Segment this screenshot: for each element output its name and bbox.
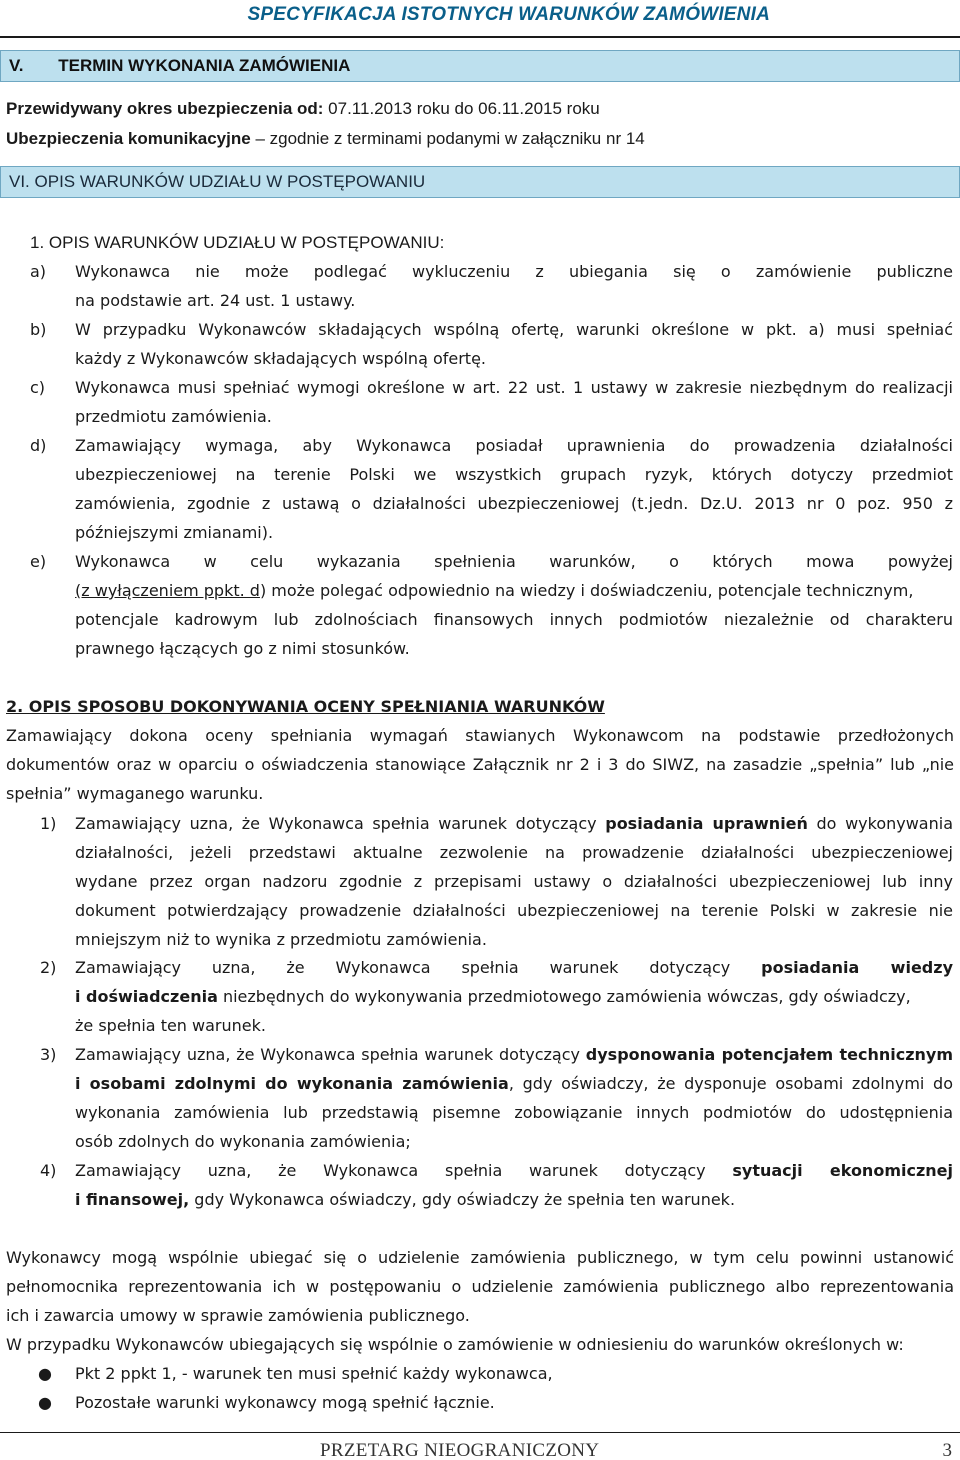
header-divider xyxy=(0,36,960,38)
item-d-line: Zamawiający wymaga, aby Wykonawca posiadał uprawnienia do prowadzenia działalności xyxy=(75,436,953,455)
item-1-label: 1) xyxy=(40,814,57,833)
item-d-label: d) xyxy=(30,436,47,455)
item-b-label: b) xyxy=(30,320,47,339)
page-number: 3 xyxy=(942,1440,952,1460)
item-e-text xyxy=(75,547,953,663)
item-d-text xyxy=(75,431,953,547)
item-c-text xyxy=(75,373,953,431)
item-b-text xyxy=(75,315,953,373)
item-e-line: prawnego łączących go z nimi stosunków. xyxy=(75,639,410,658)
joint-line: W przypadku Wykonawców ubiegających się wspólnie o zamówienie w odniesieniu do warunków określonych w: xyxy=(6,1335,904,1354)
item-3-line: osób zdolnych do wykonania zamówienia; xyxy=(75,1132,411,1151)
item-c-line: Wykonawca musi spełniać wymogi określone w art. 22 ust. 1 ustawy w zakresie niezbędnym do realizacji xyxy=(75,378,953,397)
subsection-2-title: 2. OPIS SPOSOBU DOKONYWANIA OCENY SPEŁNIANIA WARUNKÓW xyxy=(6,697,605,716)
item-4-label: 4) xyxy=(40,1161,57,1180)
item-a-line: Wykonawca nie może podlegać wykluczeniu z ubiegania się o zamówienie publiczne xyxy=(75,262,953,281)
document-title: SPECYFIKACJA ISTOTNYCH WARUNKÓW ZAMÓWIENIA xyxy=(247,4,770,25)
footer-divider xyxy=(0,1432,960,1433)
item-4-line xyxy=(75,1156,953,1185)
item-d-line: późniejszymi zmianami). xyxy=(75,523,274,542)
item-1-line xyxy=(75,809,953,838)
item-4-bold: i finansowej, xyxy=(75,1190,190,1209)
item-2-text xyxy=(75,953,953,1040)
item-2-line xyxy=(75,953,953,982)
bullet-icon: ● xyxy=(38,1393,52,1412)
item-a-label: a) xyxy=(30,262,47,281)
item-3-text xyxy=(75,1040,953,1156)
item-4-bold: sytuacji ekonomicznej xyxy=(732,1161,953,1180)
item-3-label: 3) xyxy=(40,1045,57,1064)
item-e-label: e) xyxy=(30,552,47,571)
item-2-line xyxy=(75,982,953,1011)
item-4-text xyxy=(75,1156,953,1214)
item-3-line: wykonania zamówienia lub przedstawią pisemne zobowiązanie innych podmiotów do udostępnienia xyxy=(75,1103,953,1122)
section-vi-bar xyxy=(0,166,960,198)
section-v-number: V. xyxy=(9,56,24,75)
item-e-continuation: ) może polegać odpowiednio na wiedzy i doświadczeniu, potencjale technicznym, xyxy=(259,581,914,600)
item-e-line: potencjale kadrowym lub zdolnościach finansowych innych podmiotów niezależnie od charakteru xyxy=(75,610,953,629)
item-3-line xyxy=(75,1069,953,1098)
item-1-line: wydane przez organ nadzoru zgodnie z przepisami ustawy o działalności ubezpieczeniowej lub inny xyxy=(75,872,953,891)
intro-line: dokumentów oraz w oparciu o oświadczenia stanowiące Załącznik nr 2 i 3 do SIWZ, na zasadzie „spełnia” lub „nie xyxy=(6,755,954,774)
item-b-line: każdy z Wykonawców składających wspólną ofertę. xyxy=(75,349,487,368)
communication-insurance-label: Ubezpieczenia komunikacyjne xyxy=(6,129,251,148)
insurance-period xyxy=(6,94,600,124)
item-1-text-part: do wykonywania xyxy=(807,814,953,833)
item-b-line: W przypadku Wykonawców składających wspólną ofertę, warunki określone w pkt. a) musi spełniać xyxy=(75,320,953,339)
item-3-text-part: Zamawiający uzna, że Wykonawca spełnia warunek dotyczący xyxy=(75,1045,586,1064)
item-3-line xyxy=(75,1040,953,1069)
section-v-bar xyxy=(0,50,960,82)
item-e-line: Wykonawca w celu wykazania spełnienia warunków, o których mowa powyżej xyxy=(75,552,953,571)
subsection-2-intro xyxy=(6,721,954,808)
item-2-bold: posiadania wiedzy xyxy=(761,958,953,977)
item-4-text-part: Zamawiający uzna, że Wykonawca spełnia warunek dotyczący xyxy=(75,1161,733,1180)
item-2-line: że spełnia ten warunek. xyxy=(75,1016,266,1035)
item-3-text-part: , gdy oświadczy, że dysponuje osobami zdolnymi do xyxy=(508,1074,953,1093)
item-2-text-part: Zamawiający uzna, że Wykonawca spełnia warunek dotyczący xyxy=(75,958,762,977)
item-1-bold: posiadania uprawnień xyxy=(605,814,808,833)
item-a-line: na podstawie art. 24 ust. 1 ustawy. xyxy=(75,291,356,310)
item-1-text-part: Zamawiający uzna, że Wykonawca spełnia warunek dotyczący xyxy=(75,814,606,833)
item-c-label: c) xyxy=(30,378,46,397)
item-d-line: zamówienia, zgodnie z ustawą o działalności ubezpieczeniowej (t.jedn. Dz.U. 2013 nr 0 poz. 950 z xyxy=(75,494,953,513)
item-a-text xyxy=(75,257,953,315)
item-3-bold: i osobami zdolnymi do wykonania zamówienia xyxy=(75,1074,509,1093)
bullet-item: Pkt 2 ppkt 1, - warunek ten musi spełnić każdy wykonawca, xyxy=(75,1364,553,1383)
bullet-icon: ● xyxy=(38,1364,52,1383)
subsection-1-heading: 1. OPIS WARUNKÓW UDZIAŁU W POSTĘPOWANIU: xyxy=(30,233,445,252)
item-1-line: działalności, jeżeli przedstawi aktualne zezwolenie na prowadzenie działalności ubezpieczeniowej xyxy=(75,843,953,862)
joint-line: pełnomocnika reprezentowania ich w postępowaniu o udzielenie zamówienia publicznego albo reprezentowania xyxy=(6,1277,954,1296)
item-2-text-part: niezbędnych do wykonywania przedmiotowego zamówienia wówczas, gdy oświadczy, xyxy=(217,987,911,1006)
item-c-line: przedmiotu zamówienia. xyxy=(75,407,272,426)
item-2-bold: i doświadczenia xyxy=(75,987,218,1006)
item-4-text-part: gdy Wykonawca oświadczy, gdy oświadczy że spełnia ten warunek. xyxy=(189,1190,736,1209)
joint-line: Wykonawcy mogą wspólnie ubiegać się o udzielenie zamówienia publicznego, w tym celu powinni ustanowić xyxy=(6,1248,954,1267)
item-e-line xyxy=(75,576,953,605)
communication-insurance-value: – zgodnie z terminami podanymi w załączniku nr 14 xyxy=(255,129,645,148)
insurance-period-label: Przewidywany okres ubezpieczenia od: xyxy=(6,99,324,118)
section-v-title: TERMIN WYKONANIA ZAMÓWIENIA xyxy=(58,56,351,75)
item-3-bold: dysponowania potencjałem technicznym xyxy=(585,1045,953,1064)
item-2-label: 2) xyxy=(40,958,57,977)
insurance-period-value: 07.11.2013 roku do 06.11.2015 roku xyxy=(328,99,600,118)
item-d-line: ubezpieczeniowej na terenie Polski we wszystkich grupach ryzyk, których dotyczy przedmiot xyxy=(75,465,953,484)
joint-line: ich i zawarcia umowy w sprawie zamówienia publicznego. xyxy=(6,1306,470,1325)
intro-line: spełnia” wymaganego warunku. xyxy=(6,784,264,803)
item-1-line: dokument potwierdzający prowadzenie działalności ubezpieczeniowej na terenie Polski w zakresie nie xyxy=(75,901,953,920)
item-1-line: mniejszym niż to wynika z przedmiotu zamówienia. xyxy=(75,930,487,949)
item-1-text xyxy=(75,809,953,954)
footer-text: PRZETARG NIEOGRANICZONY xyxy=(320,1440,600,1460)
intro-line: Zamawiający dokona oceny spełniania wymagań stawianych Wykonawcom na podstawie przedłożonych xyxy=(6,726,954,745)
joint-bidders-paragraph xyxy=(6,1243,954,1359)
section-vi-title: VI. OPIS WARUNKÓW UDZIAŁU W POSTĘPOWANIU xyxy=(9,172,426,191)
subsection-2-heading xyxy=(6,692,954,721)
communication-insurance xyxy=(6,124,645,154)
item-e-underlined: (z wyłączeniem ppkt. d xyxy=(75,581,260,600)
bullet-item: Pozostałe warunki wykonawcy mogą spełnić łącznie. xyxy=(75,1393,495,1412)
item-4-line xyxy=(75,1185,953,1214)
